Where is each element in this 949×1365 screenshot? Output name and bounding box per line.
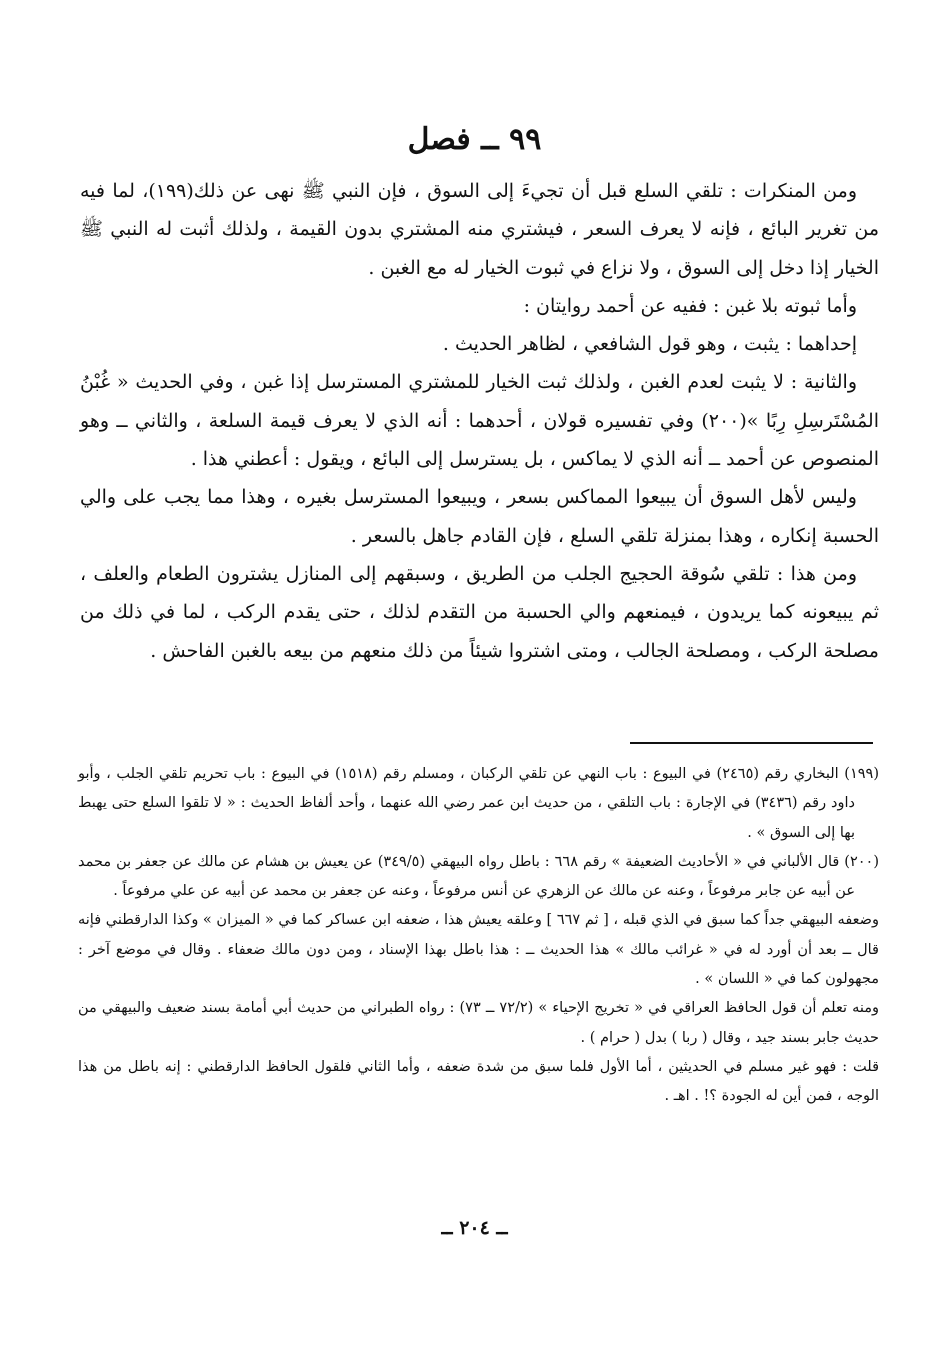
paragraph-4: والثانية : لا يثبت لعدم الغبن ، ولذلك ثبت الخيار للمشتري المسترسل إذا غبن ، وفي الحديث « غُبْنُ المُسْتَرسِلِ رِبًا »(٢٠٠) وفي تفسيره قولان ، أحدهما : أنه الذي لا يعرف قيمة السلعة ، والثاني ــ وهو المنصوص عن أحمد ــ أنه الذي لا يماكس ، بل يسترسل إلى البائع ، ويقول : أعطني هذا . [80, 371, 879, 471]
footnote-199: (١٩٩) البخاري رقم (٢٤٦٥) في البيوع : باب النهي عن تلقي الركبان ، ومسلم رقم (١٥١٨) في البيوع : باب تحريم تلقي الجلب ، وأبو داود رقم (٣٤٣٦) في الإجارة : باب التلقي ، من حديث ابن عمر رضي الله عنهما ، وأحد ألفاظ الحديث : « لا تلقوا السلع حتى يهبط بها إلى السوق » . [78, 766, 879, 841]
main-text [80, 172, 879, 670]
footnote-200-continued-3: قلت : فهو غير مسلم في الحديثين ، أما الأول فلما سبق من شدة ضعفه ، وأما الثاني فلقول الحافظ الدارقطني : إنه باطل من هذا الوجه ، فمن أين له الجودة ؟! . اهـ . [78, 1058, 879, 1105]
footnote-separator [630, 742, 873, 744]
section-heading: ٩٩ ــ فصل [407, 122, 542, 157]
footnote-200: (٢٠٠) قال الألباني في « الأحاديث الضعيفة » رقم ٦٦٨ : باطل رواه البيهقي (٣٤٩/٥) عن يعيش بن هشام عن مالك عن جعفر بن محمد عن أبيه عن جابر مرفوعاً ، وعنه عن مالك عن الزهري عن أنس مرفوعاً ، وعنه عن جعفر بن محمد عن أبيه عن علي مرفوعاً . [78, 853, 879, 900]
paragraph-3: إحداهما : يثبت ، وهو قول الشافعي ، لظاهر الحديث . [442, 333, 857, 356]
paragraph-5: وليس لأهل السوق أن يبيعوا المماكس بسعر ، ويبيعوا المسترسل بغيره ، وهذا مما يجب على والي الحسبة إنكاره ، وهذا بمنزلة تلقي السلع ، فإن القادم جاهل بالسعر . [80, 486, 879, 547]
page-number: ــ ٢٠٤ ــ [441, 1217, 508, 1239]
footnote-200-continued-1: وضعفه البيهقي جداً كما سبق في الذي قبله ، [ ثم ٦٦٧ ] وعلقه يعيش هذا ، ضعفه ابن عساكر كما في « الميزان » وكذا الدارقطني فإنه قال ــ بعد أن أورد له في « غرائب مالك » هذا الحديث ــ : هذا باطل بهذا الإسناد ، ومن دون مالك ضعفاء . وقال في موضع آخر : مجهولون كما في « اللسان » . [78, 912, 879, 988]
paragraph-6: ومن هذا : تلقي سُوقة الحجيج الجلب من الطريق ، وسبقهم إلى المنازل يشترون الطعام والعلف ، ثم يبيعونه كما يريدون ، فيمنعهم والي الحسبة من التقدم لذلك ، حتى يقدم الركب ، لما في ذلك من مصلحة الركب ، ومصلحة الجالب ، ومتى اشتروا شيئاً من ذلك منعهم من بيعه بالغبن الفاحش . [80, 562, 879, 662]
footnotes [78, 760, 879, 1112]
footnote-200-continued-2: ومنه تعلم أن قول الحافظ العراقي في « تخريج الإحياء » (٧٢/٢ ــ ٧٣) : رواه الطبراني من حديث أبي أمامة بسند ضعيف والبيهقي من حديث جابر بسند جيد ، وقال ( ربا ) بدل ( حرام ) . [78, 1000, 879, 1046]
paragraph-2: وأما ثبوته بلا غبن : ففيه عن أحمد روايتان : [523, 294, 857, 317]
paragraph-1: ومن المنكرات : تلقي السلع قبل أن تجيءَ إلى السوق ، فإن النبي ﷺ نهى عن ذلك(١٩٩)، لما فيه من تغرير البائع ، فإنه لا يعرف السعر ، فيشتري منه المشتري بدون القيمة ، ولذلك أثبت له النبي ﷺ الخيار إذا دخل إلى السوق ، ولا نزاع في ثبوت الخيار له مع الغبن . [80, 180, 879, 279]
